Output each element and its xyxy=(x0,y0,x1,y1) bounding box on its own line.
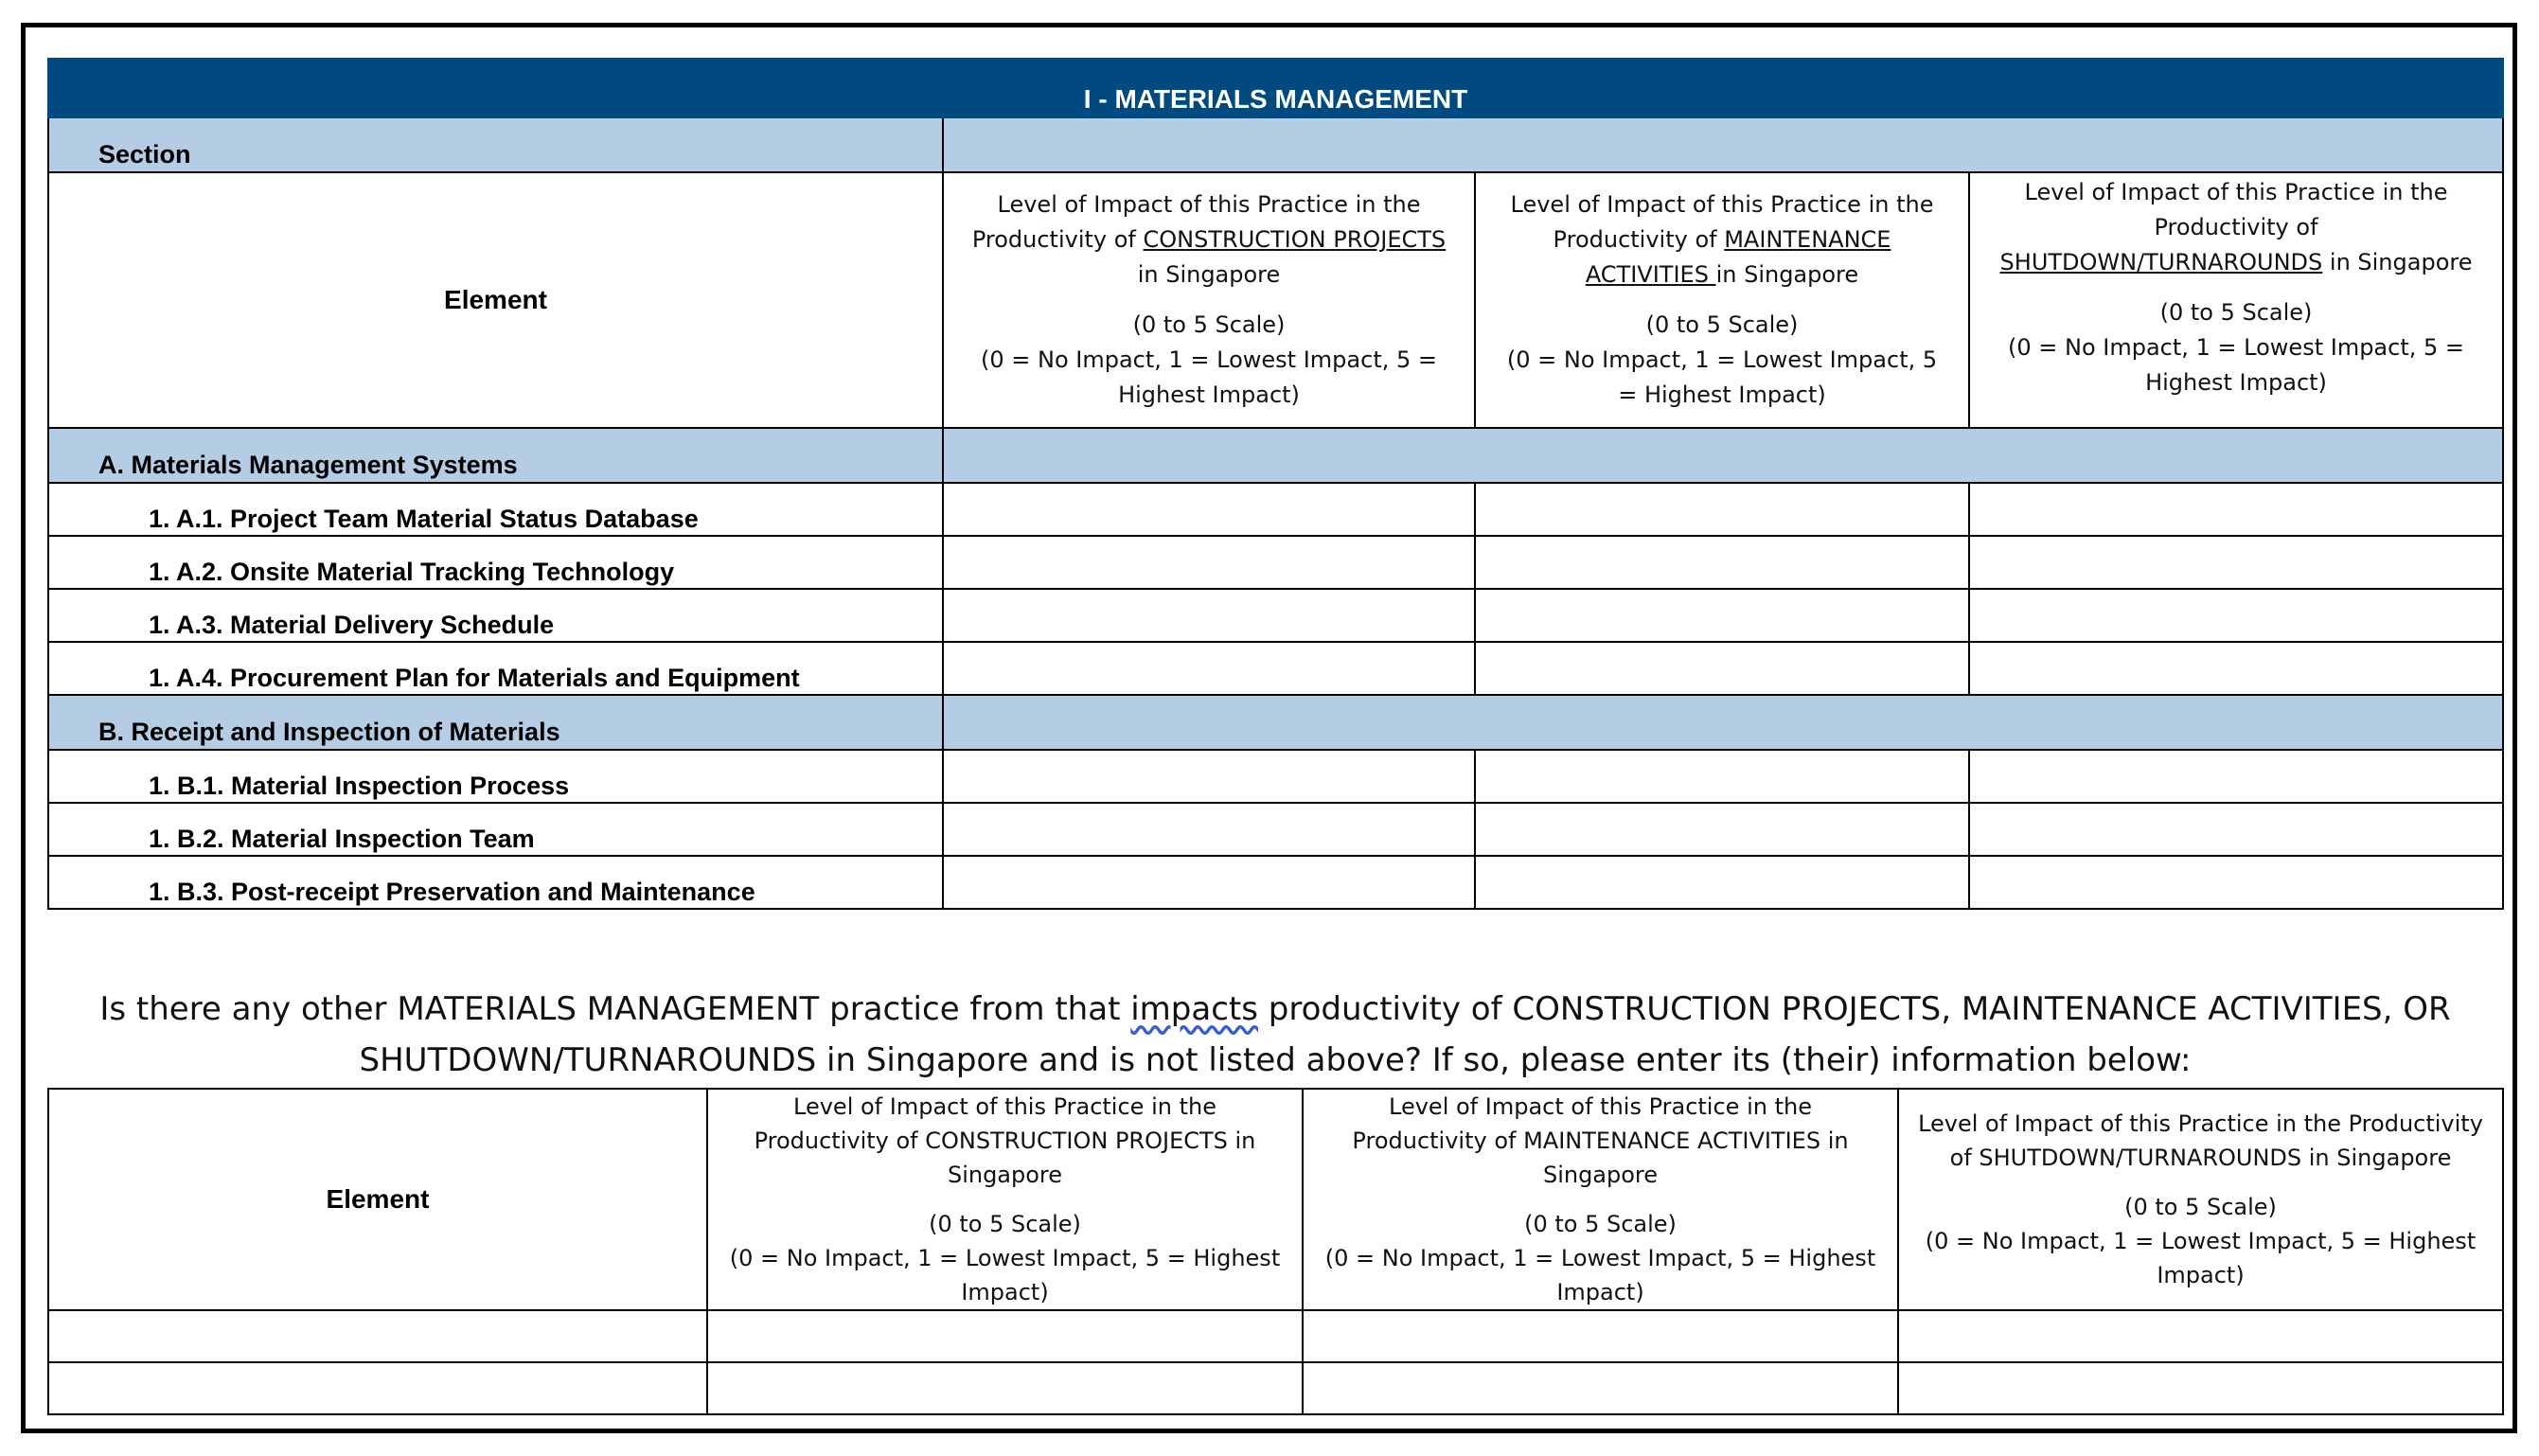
rating-cell-construction[interactable] xyxy=(943,642,1475,695)
entry-cell-element[interactable] xyxy=(48,1362,707,1414)
entry-cell-construction[interactable] xyxy=(707,1310,1303,1362)
rating-cell-shutdown[interactable] xyxy=(1969,483,2503,536)
spellcheck-flagged-word: impacts xyxy=(1130,990,1258,1028)
rating-cell-construction[interactable] xyxy=(943,856,1475,909)
rating-cell-construction[interactable] xyxy=(943,483,1475,536)
section-blank-cell xyxy=(943,117,2503,172)
other-impact-header-shutdown: Level of Impact of this Practice in the Productivity of SHUTDOWN/TURNAROUNDS in Singapore (0 to 5 Scale) (0 = No Impact, 1 = Lowest Impact, 5 = Highest Impact) xyxy=(1898,1089,2503,1310)
group-blank-cell xyxy=(943,695,2503,750)
other-impact-header-construction: Level of Impact of this Practice in the Productivity of CONSTRUCTION PROJECTS in Singapore (0 to 5 Scale) (0 = No Impact, 1 = Lowest Impact, 5 = Highest Impact) xyxy=(707,1089,1303,1310)
section-row xyxy=(48,117,2503,172)
entry-cell-shutdown[interactable] xyxy=(1898,1310,2503,1362)
rating-cell-construction[interactable] xyxy=(943,803,1475,856)
rating-cell-maintenance[interactable] xyxy=(1475,589,1969,642)
entry-cell-construction[interactable] xyxy=(707,1362,1303,1414)
table-row xyxy=(48,750,2503,803)
table-title-row xyxy=(48,59,2503,117)
rating-cell-maintenance[interactable] xyxy=(1475,803,1969,856)
table-title: I - MATERIALS MANAGEMENT xyxy=(48,59,2503,117)
other-practice-question: Is there any other MATERIALS MANAGEMENT practice from that impacts productivity of CONSTRUCTION PROJECTS, MAINTENANCE ACTIVITIES, OR SHUTDOWN/TURNAROUNDS in Singapore and is not listed above? If so, please enter its (their) information below: xyxy=(99,990,2451,1079)
rating-cell-construction[interactable] xyxy=(943,750,1475,803)
other-header-row xyxy=(48,1089,2503,1310)
other-element-header: Element xyxy=(48,1089,707,1310)
other-practices-table xyxy=(47,1088,2504,1415)
rating-cell-maintenance[interactable] xyxy=(1475,750,1969,803)
rating-cell-shutdown[interactable] xyxy=(1969,642,2503,695)
group-blank-cell xyxy=(943,428,2503,483)
rating-cell-shutdown[interactable] xyxy=(1969,750,2503,803)
blank-entry-row xyxy=(48,1310,2503,1362)
entry-cell-maintenance[interactable] xyxy=(1303,1362,1898,1414)
entry-cell-maintenance[interactable] xyxy=(1303,1310,1898,1362)
group-label: B. Receipt and Inspection of Materials xyxy=(48,695,943,750)
impact-header-maintenance: Level of Impact of this Practice in the Productivity of MAINTENANCE ACTIVITIES in Singapore (0 to 5 Scale) (0 = No Impact, 1 = Lowest Impact, 5 = Highest Impact) xyxy=(1475,172,1969,428)
table-row xyxy=(48,589,2503,642)
impact-header-construction: Level of Impact of this Practice in the Productivity of CONSTRUCTION PROJECTS in Singapore (0 to 5 Scale) (0 = No Impact, 1 = Lowest Impact, 5 = Highest Impact) xyxy=(943,172,1475,428)
header-row xyxy=(48,172,2503,428)
element-header: Element xyxy=(48,172,943,428)
rating-cell-maintenance[interactable] xyxy=(1475,642,1969,695)
table-row xyxy=(48,536,2503,589)
rating-cell-shutdown[interactable] xyxy=(1969,536,2503,589)
table-row xyxy=(48,856,2503,909)
group-label: A. Materials Management Systems xyxy=(48,428,943,483)
element-label: 1. B.3. Post-receipt Preservation and Maintenance xyxy=(48,856,943,909)
rating-cell-shutdown[interactable] xyxy=(1969,589,2503,642)
table-row xyxy=(48,803,2503,856)
element-label: 1. B.2. Material Inspection Team xyxy=(48,803,943,856)
rating-cell-construction[interactable] xyxy=(943,536,1475,589)
group-row xyxy=(48,428,2503,483)
rating-cell-shutdown[interactable] xyxy=(1969,856,2503,909)
rating-cell-construction[interactable] xyxy=(943,589,1475,642)
rating-cell-maintenance[interactable] xyxy=(1475,856,1969,909)
blank-entry-row xyxy=(48,1362,2503,1414)
group-row xyxy=(48,695,2503,750)
table-row xyxy=(48,642,2503,695)
table-row xyxy=(48,483,2503,536)
section-label: Section xyxy=(48,117,943,172)
rating-cell-maintenance[interactable] xyxy=(1475,483,1969,536)
entry-cell-shutdown[interactable] xyxy=(1898,1362,2503,1414)
element-label: 1. A.3. Material Delivery Schedule xyxy=(48,589,943,642)
impact-header-shutdown: Level of Impact of this Practice in the Productivity of SHUTDOWN/TURNAROUNDS in Singapore (0 to 5 Scale) (0 = No Impact, 1 = Lowest Impact, 5 = Highest Impact) xyxy=(1969,172,2503,428)
materials-management-table xyxy=(47,58,2504,910)
element-label: 1. A.1. Project Team Material Status Database xyxy=(48,483,943,536)
element-label: 1. A.4. Procurement Plan for Materials and Equipment xyxy=(48,642,943,695)
entry-cell-element[interactable] xyxy=(48,1310,707,1362)
document-frame xyxy=(21,23,2517,1433)
element-label: 1. A.2. Onsite Material Tracking Technology xyxy=(48,536,943,589)
rating-cell-shutdown[interactable] xyxy=(1969,803,2503,856)
other-impact-header-maintenance: Level of Impact of this Practice in the Productivity of MAINTENANCE ACTIVITIES in Singapore (0 to 5 Scale) (0 = No Impact, 1 = Lowest Impact, 5 = Highest Impact) xyxy=(1303,1089,1898,1310)
rating-cell-maintenance[interactable] xyxy=(1475,536,1969,589)
element-label: 1. B.1. Material Inspection Process xyxy=(48,750,943,803)
